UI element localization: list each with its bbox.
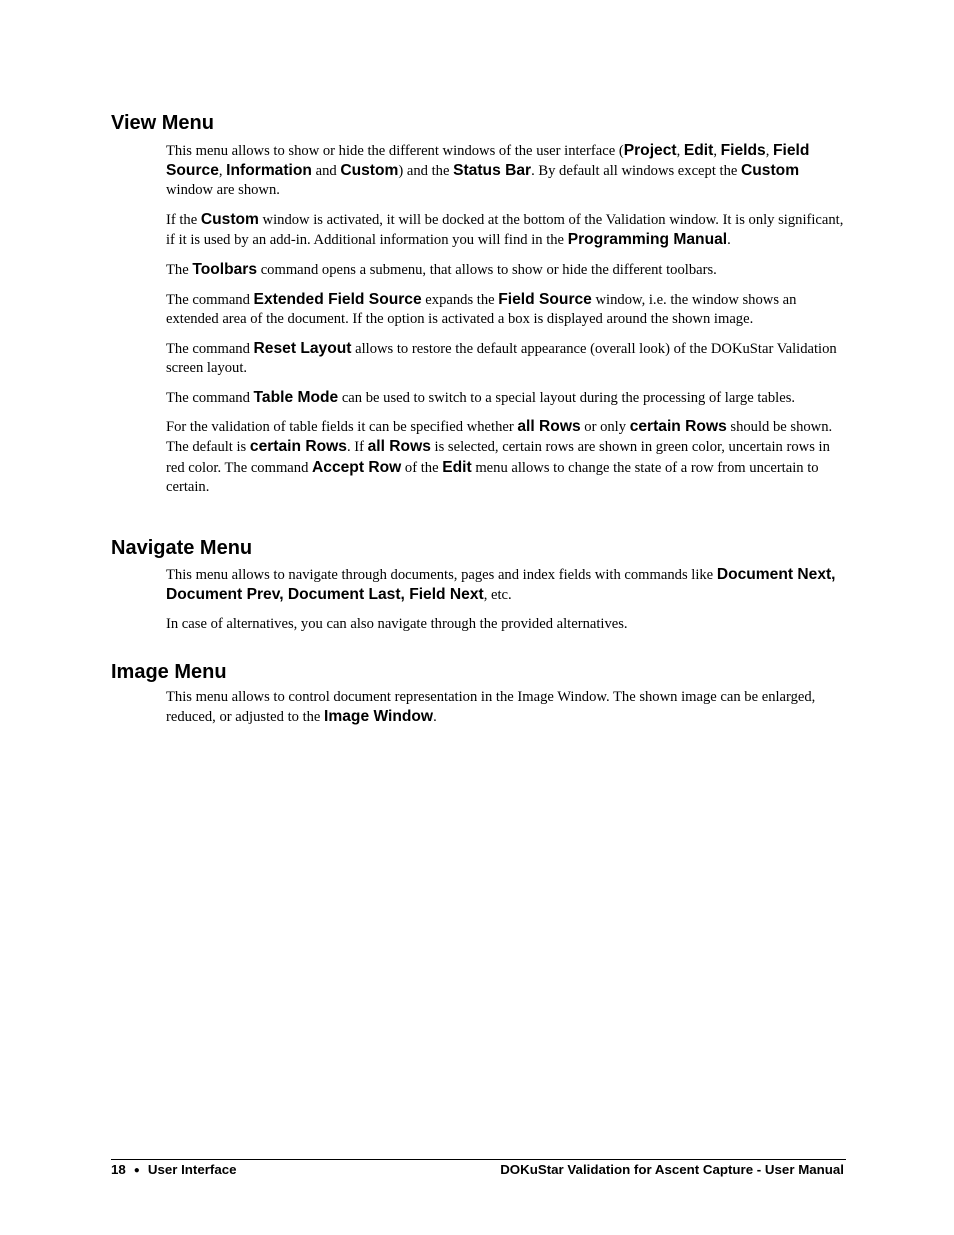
ui-term-programming-manual: Programming Manual (567, 231, 728, 249)
footer-divider (111, 1159, 846, 1160)
ui-term-certain-rows: certain Rows (629, 418, 727, 436)
ui-term-fields: Fields (720, 142, 766, 159)
ui-term-custom: Custom (741, 162, 800, 180)
text: The command (166, 291, 254, 308)
ui-term-project: Project (623, 142, 677, 159)
ui-term-custom: Custom (200, 211, 259, 229)
ui-term-information: Information (226, 162, 312, 180)
view-menu-paragraph-reset-layout (166, 339, 846, 378)
ui-term-navigate-commands: Document Next, Document Prev, Document Last, Field Next (166, 566, 836, 604)
page-number: 18 (111, 1162, 126, 1177)
text: window is activated, it will be docked at the bottom of the Validation window. It is only significant, if it is used by an add-in. Additional information you will find in the (166, 212, 844, 249)
image-menu-heading: Image Menu (111, 661, 227, 683)
image-menu-body (166, 688, 846, 737)
view-menu-heading: View Menu (111, 112, 214, 134)
navigate-menu-heading: Navigate Menu (111, 537, 253, 559)
ui-term-toolbars: Toolbars (192, 261, 258, 279)
text: menu allows to change the state of a row from uncertain to certain. (166, 459, 819, 495)
text: of the (401, 459, 443, 476)
text: . (433, 709, 437, 726)
footer-left (111, 1162, 237, 1179)
text: can be used to switch to a special layout during the processing of large tables. (338, 389, 796, 406)
ui-term-field-source: Field Source (166, 142, 810, 180)
ui-term-custom: Custom (340, 162, 399, 180)
text: should be shown. The default is (166, 419, 833, 456)
text: , (765, 143, 773, 159)
text: . If (346, 439, 368, 456)
text: . By default all windows except the (531, 163, 742, 180)
view-menu-body (166, 141, 846, 507)
navigate-menu-body (166, 565, 846, 644)
text: If the (166, 212, 201, 229)
text: In case of alternatives, you can also navigate through the provided alternatives. (166, 615, 628, 632)
text: The command (166, 389, 254, 406)
text: , etc. (483, 587, 512, 604)
ui-term-certain-rows: certain Rows (249, 438, 347, 456)
view-menu-paragraph-table-mode (166, 388, 846, 408)
text: , (218, 163, 227, 180)
text: , (676, 143, 684, 159)
ui-term-extended-field-source: Extended Field Source (253, 290, 422, 308)
text: and (311, 163, 341, 180)
text: window, i.e. the window shows an extended area of the document. If the option is activated a box is displayed around the shown image. (166, 291, 797, 327)
ui-term-image-window: Image Window (324, 708, 434, 726)
view-menu-paragraph-table-rows (166, 417, 846, 497)
footer-section: User Interface (147, 1162, 237, 1177)
text: allows to restore the default appearance (overall look) of the DOKuStar Validation screen layout. (166, 340, 837, 376)
bullet-icon: ● (133, 1165, 140, 1176)
text: . (727, 232, 731, 249)
ui-term-reset-layout: Reset Layout (253, 339, 352, 357)
text: or only (580, 419, 630, 436)
ui-term-all-rows: all Rows (367, 438, 431, 456)
view-menu-paragraph-custom (166, 210, 846, 250)
navigate-menu-paragraph-commands (166, 565, 846, 605)
ui-term-table-mode: Table Mode (253, 388, 339, 406)
ui-term-field-source: Field Source (498, 290, 592, 308)
image-menu-paragraph (166, 688, 846, 727)
text: command opens a submenu, that allows to show or hide the different toolbars. (257, 262, 717, 279)
view-menu-paragraph-extended-field-source (166, 290, 846, 329)
ui-term-edit: Edit (683, 142, 714, 159)
text: is selected, certain rows are shown in green color, uncertain rows in red color. The command (166, 439, 830, 476)
navigate-menu-paragraph-alternatives (166, 615, 846, 634)
view-menu-paragraph-toolbars (166, 260, 846, 280)
text: ) and the (398, 163, 454, 180)
text: This menu allows to control document representation in the Image Window. The shown image can be enlarged, reduced, or adjusted to the (166, 689, 816, 726)
ui-term-status-bar: Status Bar (453, 162, 532, 180)
ui-term-edit: Edit (442, 458, 472, 476)
text: expands the (421, 291, 499, 308)
text: This menu allows to show or hide the different windows of the user interface ( (166, 143, 624, 159)
ui-term-accept-row: Accept Row (312, 458, 402, 476)
ui-term-all-rows: all Rows (517, 418, 581, 436)
text: This menu allows to navigate through documents, pages and index fields with commands like (166, 567, 717, 583)
text: window are shown. (166, 182, 280, 199)
view-menu-paragraph-windows (166, 141, 846, 201)
text: , (713, 143, 721, 159)
text: The command (166, 340, 254, 357)
text: The (166, 262, 193, 279)
text: For the validation of table fields it can be specified whether (166, 419, 518, 436)
footer-title: DOKuStar Validation for Ascent Capture - User Manual (500, 1162, 844, 1177)
